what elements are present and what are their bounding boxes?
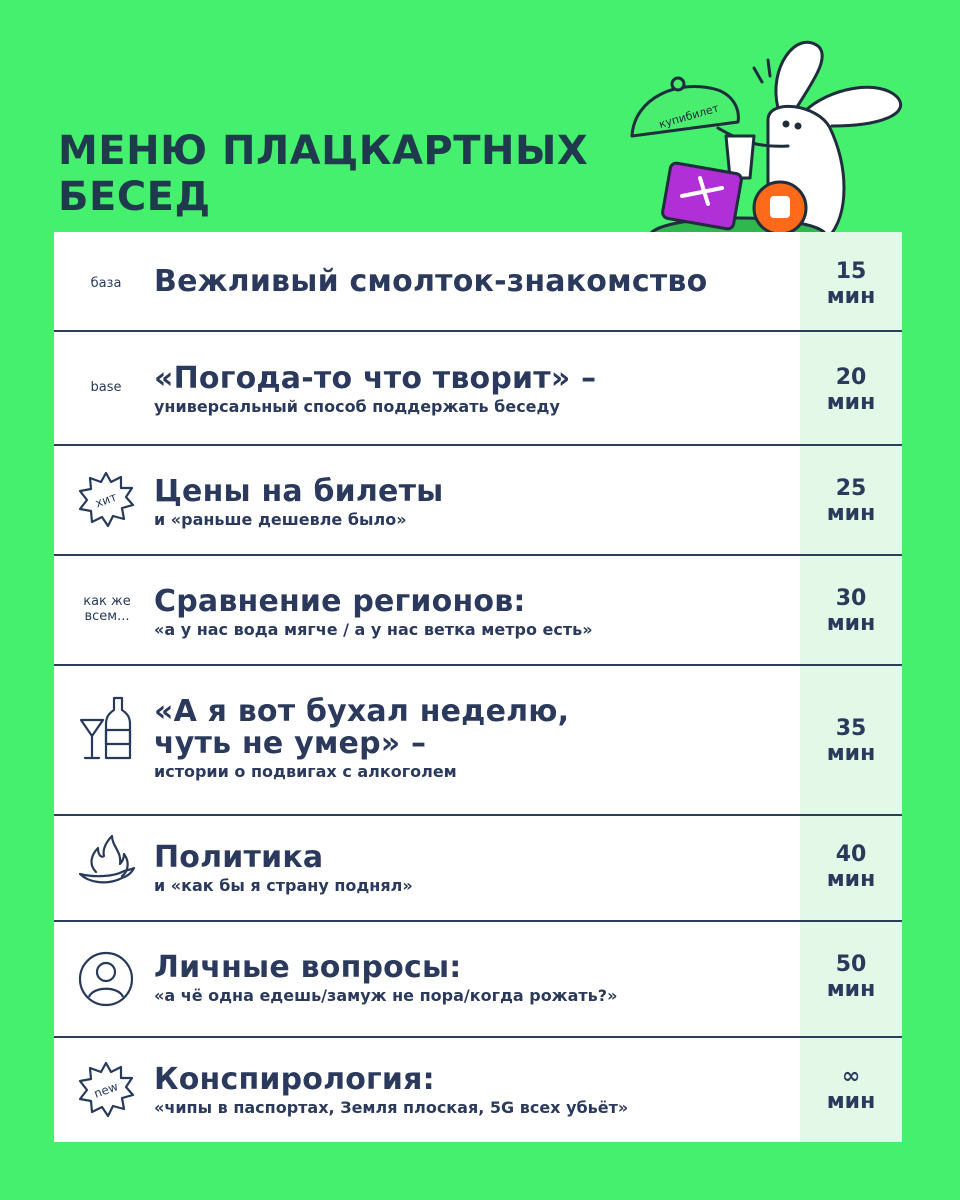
row-tag [68,696,144,762]
starburst-badge-icon [77,1060,135,1118]
row-subtitle: «чипы в паспортах, Земля плоская, 5G всех убьёт» [154,1098,629,1117]
row-title-line: Конспирология: [154,1062,435,1097]
row-subtitle: «а чё одна едешь/замуж не пора/когда рожать?» [154,986,618,1005]
row-price [800,952,902,1002]
row-subtitle: «а у нас вода мягче / а у нас ветка метро есть» [154,620,593,639]
price-value: 30 [835,586,867,611]
badge-text: хит [93,489,119,511]
row-price [800,716,902,766]
row-tag [68,276,144,291]
row-subtitle: и «как бы я страну поднял» [154,876,413,895]
title-line-1: МЕНЮ ПЛАЦКАРТНЫХ [58,128,589,174]
row-subtitle: истории о подвигах с алкоголем [154,762,457,781]
price-value: 50 [835,952,867,977]
row-price [800,586,902,636]
row-title-line: Вежливый смолток-знакомство [154,264,708,299]
row-tag [68,1060,144,1118]
price-unit: мин [826,977,876,1002]
price-value: 40 [835,842,867,867]
cocktail-bottle-icon [78,696,134,762]
menu-row [54,446,902,556]
menu-row [54,1038,902,1142]
row-price [800,476,902,526]
row-subtitle: и «раньше дешевле было» [154,510,407,529]
row-title-line: чуть не умер» – [154,726,427,761]
price-unit: мин [826,741,876,766]
menu-row [54,556,902,666]
row-tag [68,834,144,896]
price-unit: мин [826,390,876,415]
price-unit: мин [826,284,876,309]
price-value: ∞ [841,1064,861,1089]
row-title [154,952,794,984]
price-unit: мин [826,501,876,526]
row-title-line: Цены на билеты [154,474,444,509]
title-line-2: БЕСЕД [58,174,211,220]
row-title [154,586,794,618]
row-title [154,476,794,508]
row-subtitle: универсальный способ поддержать беседу [154,397,560,416]
row-price [800,842,902,892]
tag-label: base [90,380,122,395]
row-title-line: «Погода-то что творит» – [154,361,597,396]
starburst-badge-icon [77,470,135,528]
row-tag [68,950,144,1008]
tag-label: база [90,276,122,291]
row-title [154,363,794,395]
page-title [58,128,588,220]
row-price [800,365,902,415]
row-title-line: Личные вопросы: [154,950,462,985]
row-tag [68,470,144,528]
price-value: 15 [835,259,867,284]
price-value: 25 [835,476,867,501]
menu-row [54,666,902,816]
price-unit: мин [826,867,876,892]
tag-label: как же всем... [83,594,131,624]
menu-row [54,232,902,332]
user-profile-icon [77,950,135,1008]
row-title [154,1064,794,1096]
row-tag [68,380,144,395]
brand-label: купибилет [657,101,721,131]
row-title-line: «А я вот бухал неделю, [154,694,570,729]
menu-row [54,816,902,922]
row-title-line: Сравнение регионов: [154,584,526,619]
chili-fire-icon [76,834,136,896]
row-title-line: Политика [154,840,324,875]
row-title [154,696,794,760]
row-price [800,259,902,309]
menu-row [54,922,902,1038]
menu-row [54,332,902,446]
badge-text: new [91,1079,121,1101]
price-value: 20 [835,365,867,390]
row-price [800,1064,902,1114]
price-unit: мин [826,1089,876,1114]
row-title [154,842,794,874]
menu-table [54,232,902,1142]
price-unit: мин [826,611,876,636]
price-value: 35 [835,716,867,741]
row-tag [62,594,152,624]
row-title [154,266,794,298]
